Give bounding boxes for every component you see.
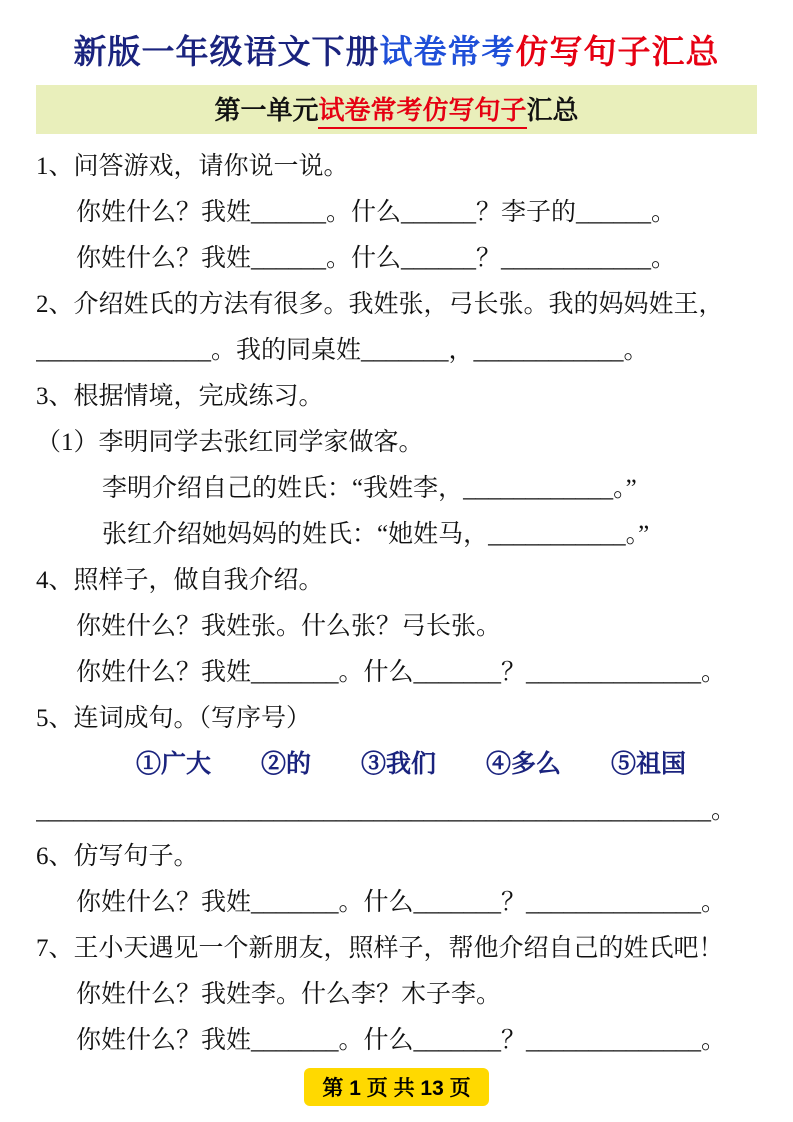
title-segment-topic: 仿写句子汇总 [515, 33, 720, 70]
q3-sub1-line-2: 张红介绍她妈妈的姓氏：“她姓马，___________。” [102, 521, 650, 548]
unit-header-suffix: 汇总 [526, 95, 579, 125]
q3-sub1-line-1: 李明介绍自己的姓氏：“我姓李，____________。” [102, 475, 637, 502]
page-footer [0, 1068, 793, 1106]
q7-blank-line: 你姓什么？我姓_______。什么_______？______________。 [76, 1027, 727, 1054]
q2-prompt: 2、介绍姓氏的方法有很多。我姓张，弓长张。我的妈妈姓王， [36, 291, 724, 318]
title-segment-exam: 试卷常考 [379, 33, 516, 70]
q4-prompt: 4、照样子，做自我介绍。 [36, 567, 324, 594]
q1-line-2: 你姓什么？我姓______。什么______？____________。 [76, 245, 677, 272]
title-segment-edition: 新版一年级语文下册 [73, 33, 380, 70]
q6-blank-line: 你姓什么？我姓_______。什么_______？______________。 [76, 889, 727, 916]
q3-prompt: 3、根据情境，完成练习。 [36, 383, 324, 410]
unit-header-highlight: 试卷常考仿写句子 [318, 95, 526, 129]
q5-prompt: 5、连词成句。（写序号） [36, 705, 312, 732]
worksheet-body [36, 144, 757, 1064]
q5-answer-line: ______________________________________________________。 [36, 797, 737, 824]
q7-prompt: 7、王小天遇见一个新朋友，照样子，帮他介绍自己的姓氏吧！ [36, 935, 724, 962]
q7-example: 你姓什么？我姓李。什么李？木子李。 [76, 981, 502, 1008]
q1-prompt: 1、问答游戏，请你说一说。 [36, 153, 349, 180]
q5-word-options: ①广大 ②的 ③我们 ④多么 ⑤祖国 [136, 751, 687, 778]
page-number-badge: 第 1 页 共 13 页 [304, 1068, 488, 1106]
page-title [36, 26, 757, 73]
q1-line-1: 你姓什么？我姓______。什么______？李子的______。 [76, 199, 677, 226]
q4-example: 你姓什么？我姓张。什么张？弓长张。 [76, 613, 502, 640]
unit-header [36, 85, 757, 134]
q6-prompt: 6、仿写句子。 [36, 843, 199, 870]
q2-line-2: ______________。我的同桌姓_______，____________。 [36, 337, 649, 364]
q3-sub1: （1）李明同学去张红同学家做客。 [36, 429, 424, 456]
unit-header-prefix: 第一单元 [214, 95, 319, 125]
q4-blank-line: 你姓什么？我姓_______。什么_______？______________。 [76, 659, 727, 686]
